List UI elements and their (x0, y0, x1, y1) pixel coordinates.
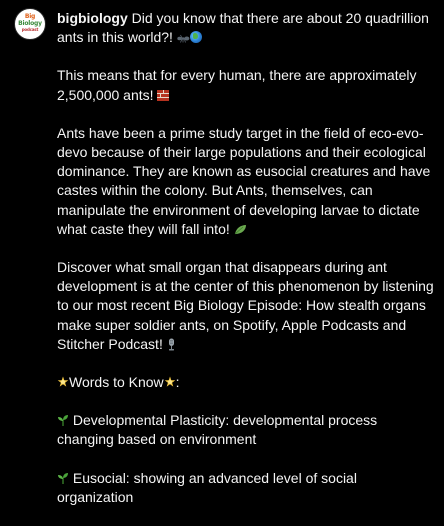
leaf-icon (234, 224, 247, 235)
ant-icon (177, 34, 190, 43)
globe-icon (190, 31, 202, 43)
glossary-term-developmental-plasticity: Developmental Plasticity: developmental process changing based on environment (57, 412, 382, 448)
caption-paragraph-4 (57, 258, 437, 354)
words-to-know-heading: Words to Know (69, 374, 164, 391)
caption-p2-text: This means that for every human, there are approximately 2,500,000 ants! (57, 67, 421, 103)
seedling-icon (57, 414, 69, 426)
glossary-term-eusocial: Eusocial: showing an advanced level of social organization (57, 469, 361, 505)
star-icon (57, 376, 69, 388)
caption-paragraph-6 (57, 411, 437, 449)
brick-icon (157, 90, 169, 101)
avatar-logo-line3: podcast (21, 27, 39, 33)
caption (57, 9, 437, 526)
username-link[interactable]: bigbiology (57, 10, 128, 26)
caption-paragraph-3 (57, 124, 437, 239)
caption-paragraph-7 (57, 469, 437, 507)
caption-p1-text: Did you know that there are about 20 quadrillion ants in this world?! (57, 10, 433, 46)
caption-paragraph-5 (57, 373, 437, 392)
seedling-icon (57, 472, 69, 484)
words-to-know-colon: : (175, 374, 180, 391)
caption-paragraph-2 (57, 66, 437, 104)
caption-p3-text: Ants have been a prime study target in the field of eco-evo-devo because of their large populations and their ecological dominance. They are known as eusocial creatures and have castes within the colony. But Ants, themselves, can manipulate the environment of developing larvae to dictate what caste they will fall into! (57, 124, 435, 237)
microphone-icon (167, 338, 176, 351)
avatar-logo-line2: Biology (18, 19, 42, 27)
star-icon (164, 376, 176, 388)
avatar-logo (18, 14, 42, 34)
avatar-logo-line1: Big (24, 13, 36, 21)
profile-avatar[interactable] (14, 8, 46, 40)
caption-p4-text: Discover what small organ that disappears during ant development is at the center of this phenomenon by listening to our most recent Big Biology Episode: How stealth organs make super soldier ants, on Spotify, Apple Podcasts and Stitcher Podcast! (57, 259, 438, 352)
caption-paragraph-1 (57, 9, 437, 47)
